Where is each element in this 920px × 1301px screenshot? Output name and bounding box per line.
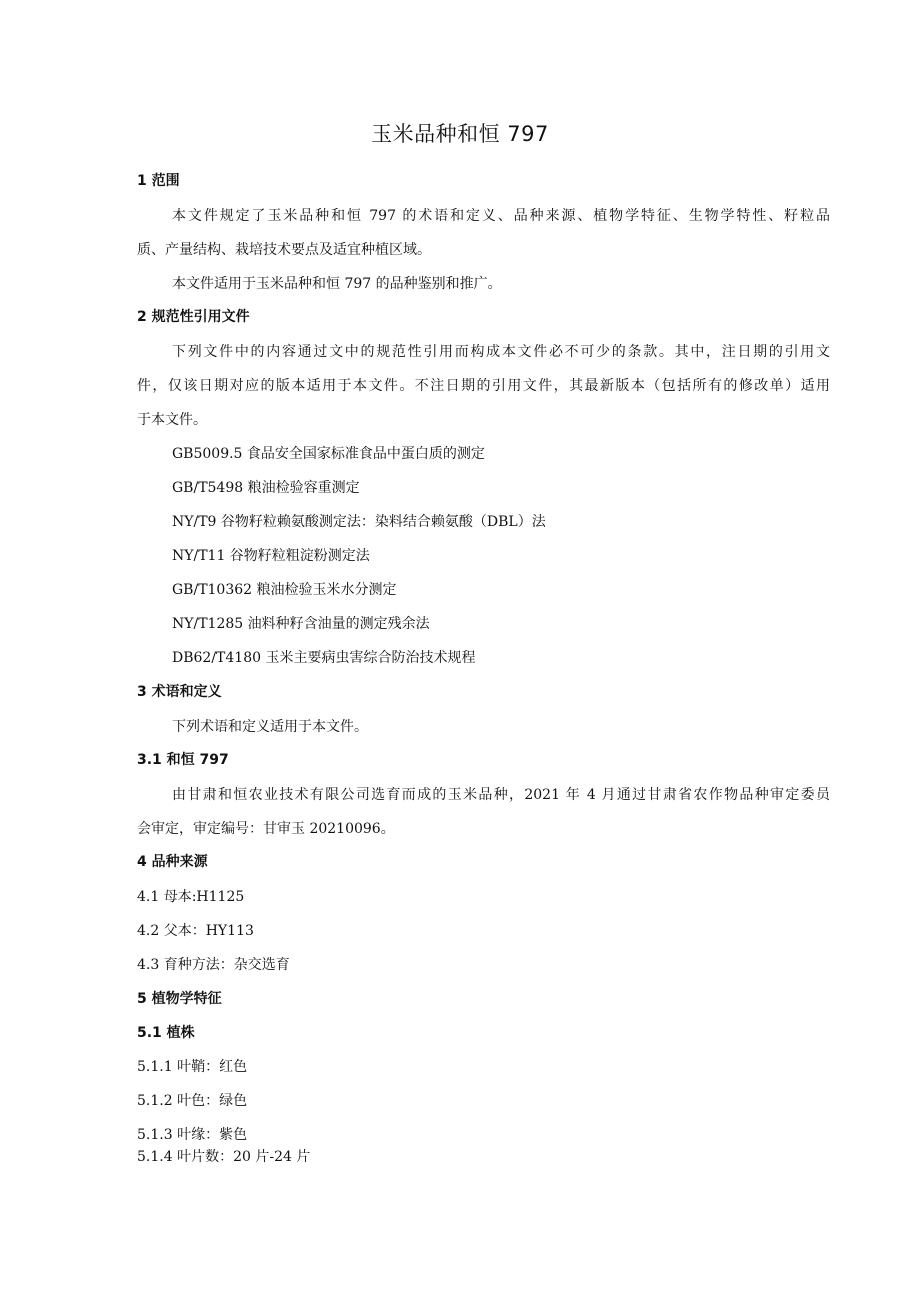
section-3-para-1: 下列术语和定义适用于本文件。 <box>172 719 368 735</box>
reference-item: GB5009.5 食品安全国家标准食品中蛋白质的测定 <box>172 446 485 462</box>
section-3-1-heading: 3.1 和恒 797 <box>137 752 229 768</box>
list-item: 5.1.4 叶片数：20 片-24 片 <box>137 1149 311 1165</box>
section-3-1-line-1: 由甘肃和恒农业技术有限公司选育而成的玉米品种，2021 年 4 月通过甘肃省农作物品种审定委员 <box>172 787 830 803</box>
section-1-para-1-line-2: 质、产量结构、栽培技术要点及适宜种植区域。 <box>137 242 431 258</box>
list-item: 5.1.2 叶色：绿色 <box>137 1093 248 1109</box>
list-item: 4.2 父本：HY113 <box>137 923 254 939</box>
section-4-heading: 4 品种来源 <box>137 854 208 870</box>
section-1-heading: 1 范围 <box>137 173 180 189</box>
reference-item: DB62/T4180 玉米主要病虫害综合防治技术规程 <box>172 650 476 666</box>
list-item: 4.3 育种方法：杂交选育 <box>137 957 290 973</box>
list-item: 5.1.1 叶鞘：红色 <box>137 1059 248 1075</box>
reference-item: NY/T1285 油料种籽含油量的测定残余法 <box>172 616 430 632</box>
section-5-heading: 5 植物学特征 <box>137 991 222 1007</box>
list-item: 4.1 母本:H1125 <box>137 889 245 905</box>
section-2-heading: 2 规范性引用文件 <box>137 309 250 325</box>
reference-item: NY/T11 谷物籽粒粗淀粉测定法 <box>172 548 370 564</box>
section-2-para-1-line-2: 件，仅该日期对应的版本适用于本文件。不注日期的引用文件，其最新版本（包括所有的修改单）适用 <box>137 378 830 394</box>
section-2-para-1-line-1: 下列文件中的内容通过文中的规范性引用而构成本文件必不可少的条款。其中，注日期的引用文 <box>172 344 830 360</box>
document-title: 玉米品种和恒 797 <box>371 122 549 146</box>
list-item: 5.1.3 叶缘：紫色 <box>137 1127 248 1143</box>
reference-item: GB/T5498 粮油检验容重测定 <box>172 480 360 496</box>
section-1-para-1-line-1: 本文件规定了玉米品种和恒 797 的术语和定义、品种来源、植物学特征、生物学特性、籽粒品 <box>172 208 830 224</box>
section-1-para-2: 本文件适用于玉米品种和恒 797 的品种鉴别和推广。 <box>172 276 502 292</box>
reference-item: GB/T10362 粮油检验玉米水分测定 <box>172 582 397 598</box>
section-5-1-heading: 5.1 植株 <box>137 1025 195 1041</box>
section-3-1-line-2: 会审定，审定编号：甘审玉 20210096。 <box>137 821 395 837</box>
section-3-heading: 3 术语和定义 <box>137 684 222 700</box>
section-2-para-1-line-3: 于本文件。 <box>137 412 207 428</box>
reference-item: NY/T9 谷物籽粒赖氨酸测定法：染料结合赖氨酸（DBL）法 <box>172 514 546 530</box>
